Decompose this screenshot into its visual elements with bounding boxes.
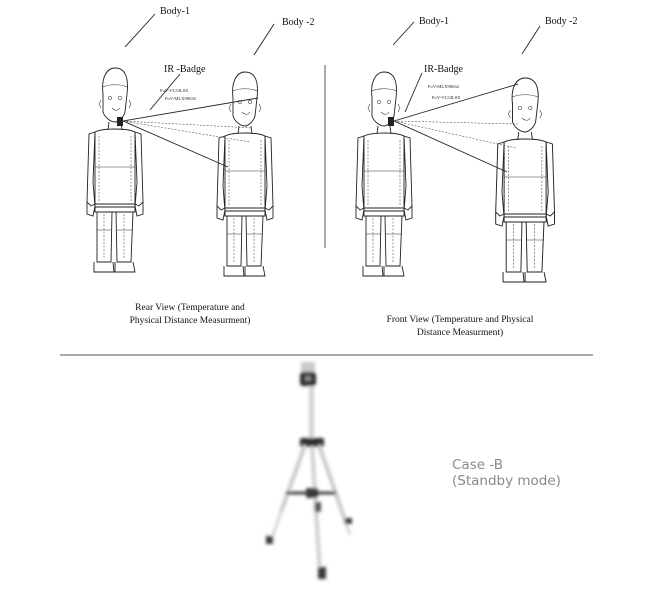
rear-caption-line-1: Rear View (Temperature and bbox=[135, 303, 245, 313]
front-view-diagram bbox=[356, 16, 578, 338]
rear-body-2-leader bbox=[254, 24, 274, 55]
rear-body-2-figure bbox=[217, 72, 273, 276]
rear-caption-line-2: Physical Distance Measurment) bbox=[129, 316, 251, 326]
front-body-1-figure bbox=[356, 72, 412, 276]
front-fov-mlx90632-label: FoV-MLX90632 bbox=[428, 84, 459, 89]
front-ir-badge bbox=[388, 117, 394, 126]
front-caption-line-1: Front View (Temperature and Physical bbox=[386, 315, 534, 325]
case-b-subtitle: (Standby mode) bbox=[452, 473, 561, 489]
rear-view-diagram bbox=[87, 6, 315, 326]
case-b-title: Case -B bbox=[452, 457, 503, 473]
rear-ir-badge bbox=[117, 117, 123, 126]
rear-body-1-leader bbox=[125, 14, 155, 47]
rear-body-1-figure bbox=[87, 68, 143, 272]
rear-body-2-label: Body -2 bbox=[282, 17, 315, 28]
rear-body-1-label: Body-1 bbox=[160, 6, 190, 17]
front-body-1-label: Body-1 bbox=[419, 16, 449, 27]
front-ir-badge-label: IR-Badge bbox=[424, 64, 463, 75]
rear-fov-mlx90632-label: FoV-MLX90632 bbox=[165, 96, 196, 101]
front-body-2-leader bbox=[522, 26, 540, 54]
front-body-2-label: Body -2 bbox=[545, 16, 578, 27]
rear-ir-badge-label: IR -Badge bbox=[164, 64, 206, 75]
front-ir-leader bbox=[405, 73, 422, 112]
tripod-photo bbox=[266, 362, 352, 579]
front-body-1-leader bbox=[393, 22, 414, 45]
front-fov-vl53l0x-label: FoV-VL53L0X bbox=[432, 95, 461, 100]
front-caption-line-2: Distance Measurment) bbox=[416, 328, 504, 338]
rear-fov-vl53l0x-label: FoV-VL53L0X bbox=[160, 88, 189, 93]
front-body-2-figure bbox=[496, 78, 555, 282]
